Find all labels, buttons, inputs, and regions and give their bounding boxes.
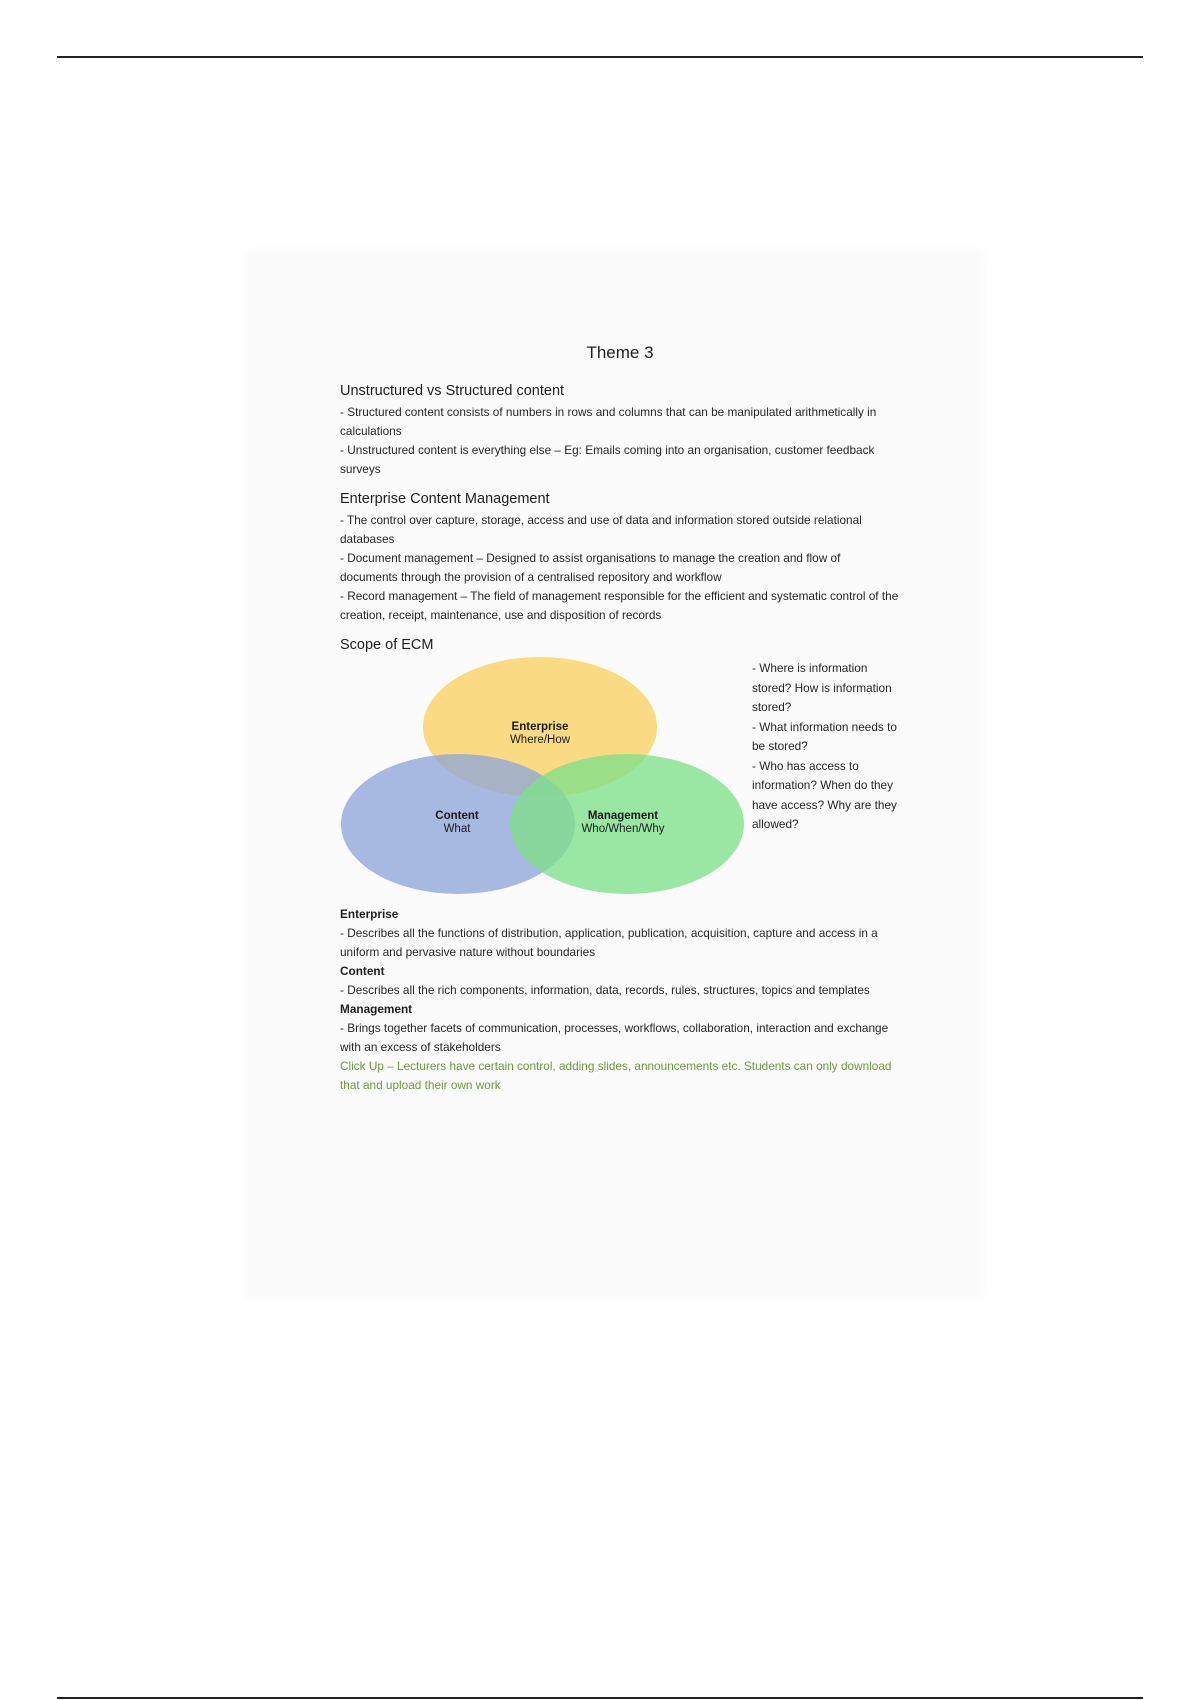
section-line: - Structured content consists of numbers in rows and columns that can be manipulated arithmetically in calculations: [340, 405, 877, 438]
enterprise-sublabel: Where/How: [509, 734, 571, 746]
management-sublabel: Who/When/Why: [581, 823, 665, 835]
page-title: Theme 3: [586, 343, 654, 362]
document-body: [340, 343, 900, 1095]
section-line: - Document management – Designed to assist organisations to manage the creation and flow of documents through the provision of a centralised repository and workflow: [340, 551, 841, 584]
content-sublabel: What: [443, 823, 471, 835]
definition-text: - Brings together facets of communication, processes, workflows, collaboration, interaction and exchange with an excess of stakeholders: [340, 1021, 889, 1054]
definition-label: Content: [340, 964, 385, 978]
side-note: - What information needs to be stored?: [752, 719, 897, 753]
management-label: Management: [587, 810, 659, 822]
header-rule: [57, 56, 1143, 58]
footer-rule: [57, 1697, 1143, 1699]
section-ecm: [340, 491, 900, 625]
section-heading: Unstructured vs Structured content: [340, 383, 565, 399]
definitions: [340, 905, 900, 1057]
section-heading: Enterprise Content Management: [340, 491, 550, 507]
enterprise-label: Enterprise: [511, 721, 569, 733]
section-structured-content: [340, 383, 900, 479]
definition-text: - Describes all the rich components, information, data, records, rules, structures, topics and templates: [340, 983, 870, 997]
scope-heading: Scope of ECM: [340, 637, 434, 653]
clickup-note: Click Up – Lecturers have certain control, adding slides, announcements etc. Students can only download that and upload their own work: [340, 1059, 892, 1092]
definition-label: Management: [340, 1002, 413, 1016]
scope-side-notes: [752, 659, 902, 835]
section-line: - Record management – The field of management responsible for the efficient and systematic control of the creation, receipt, maintenance, use and disposition of records: [340, 589, 899, 622]
content-label: Content: [435, 810, 479, 822]
side-note: - Who has access to information? When do they have access? Why are they allowed?: [752, 758, 897, 831]
venn-diagram-area: [340, 657, 900, 905]
definition-text: - Describes all the functions of distribution, application, publication, acquisition, capture and access in a uniform and pervasive nature without boundaries: [340, 926, 878, 959]
venn-diagram: [340, 657, 750, 905]
side-note: - Where is information stored? How is information stored?: [752, 661, 892, 714]
section-line: - Unstructured content is everything else – Eg: Emails coming into an organisation, customer feedback surveys: [340, 443, 875, 476]
section-line: - The control over capture, storage, access and use of data and information stored outside relational databases: [340, 513, 862, 546]
definition-label: Enterprise: [340, 907, 399, 921]
